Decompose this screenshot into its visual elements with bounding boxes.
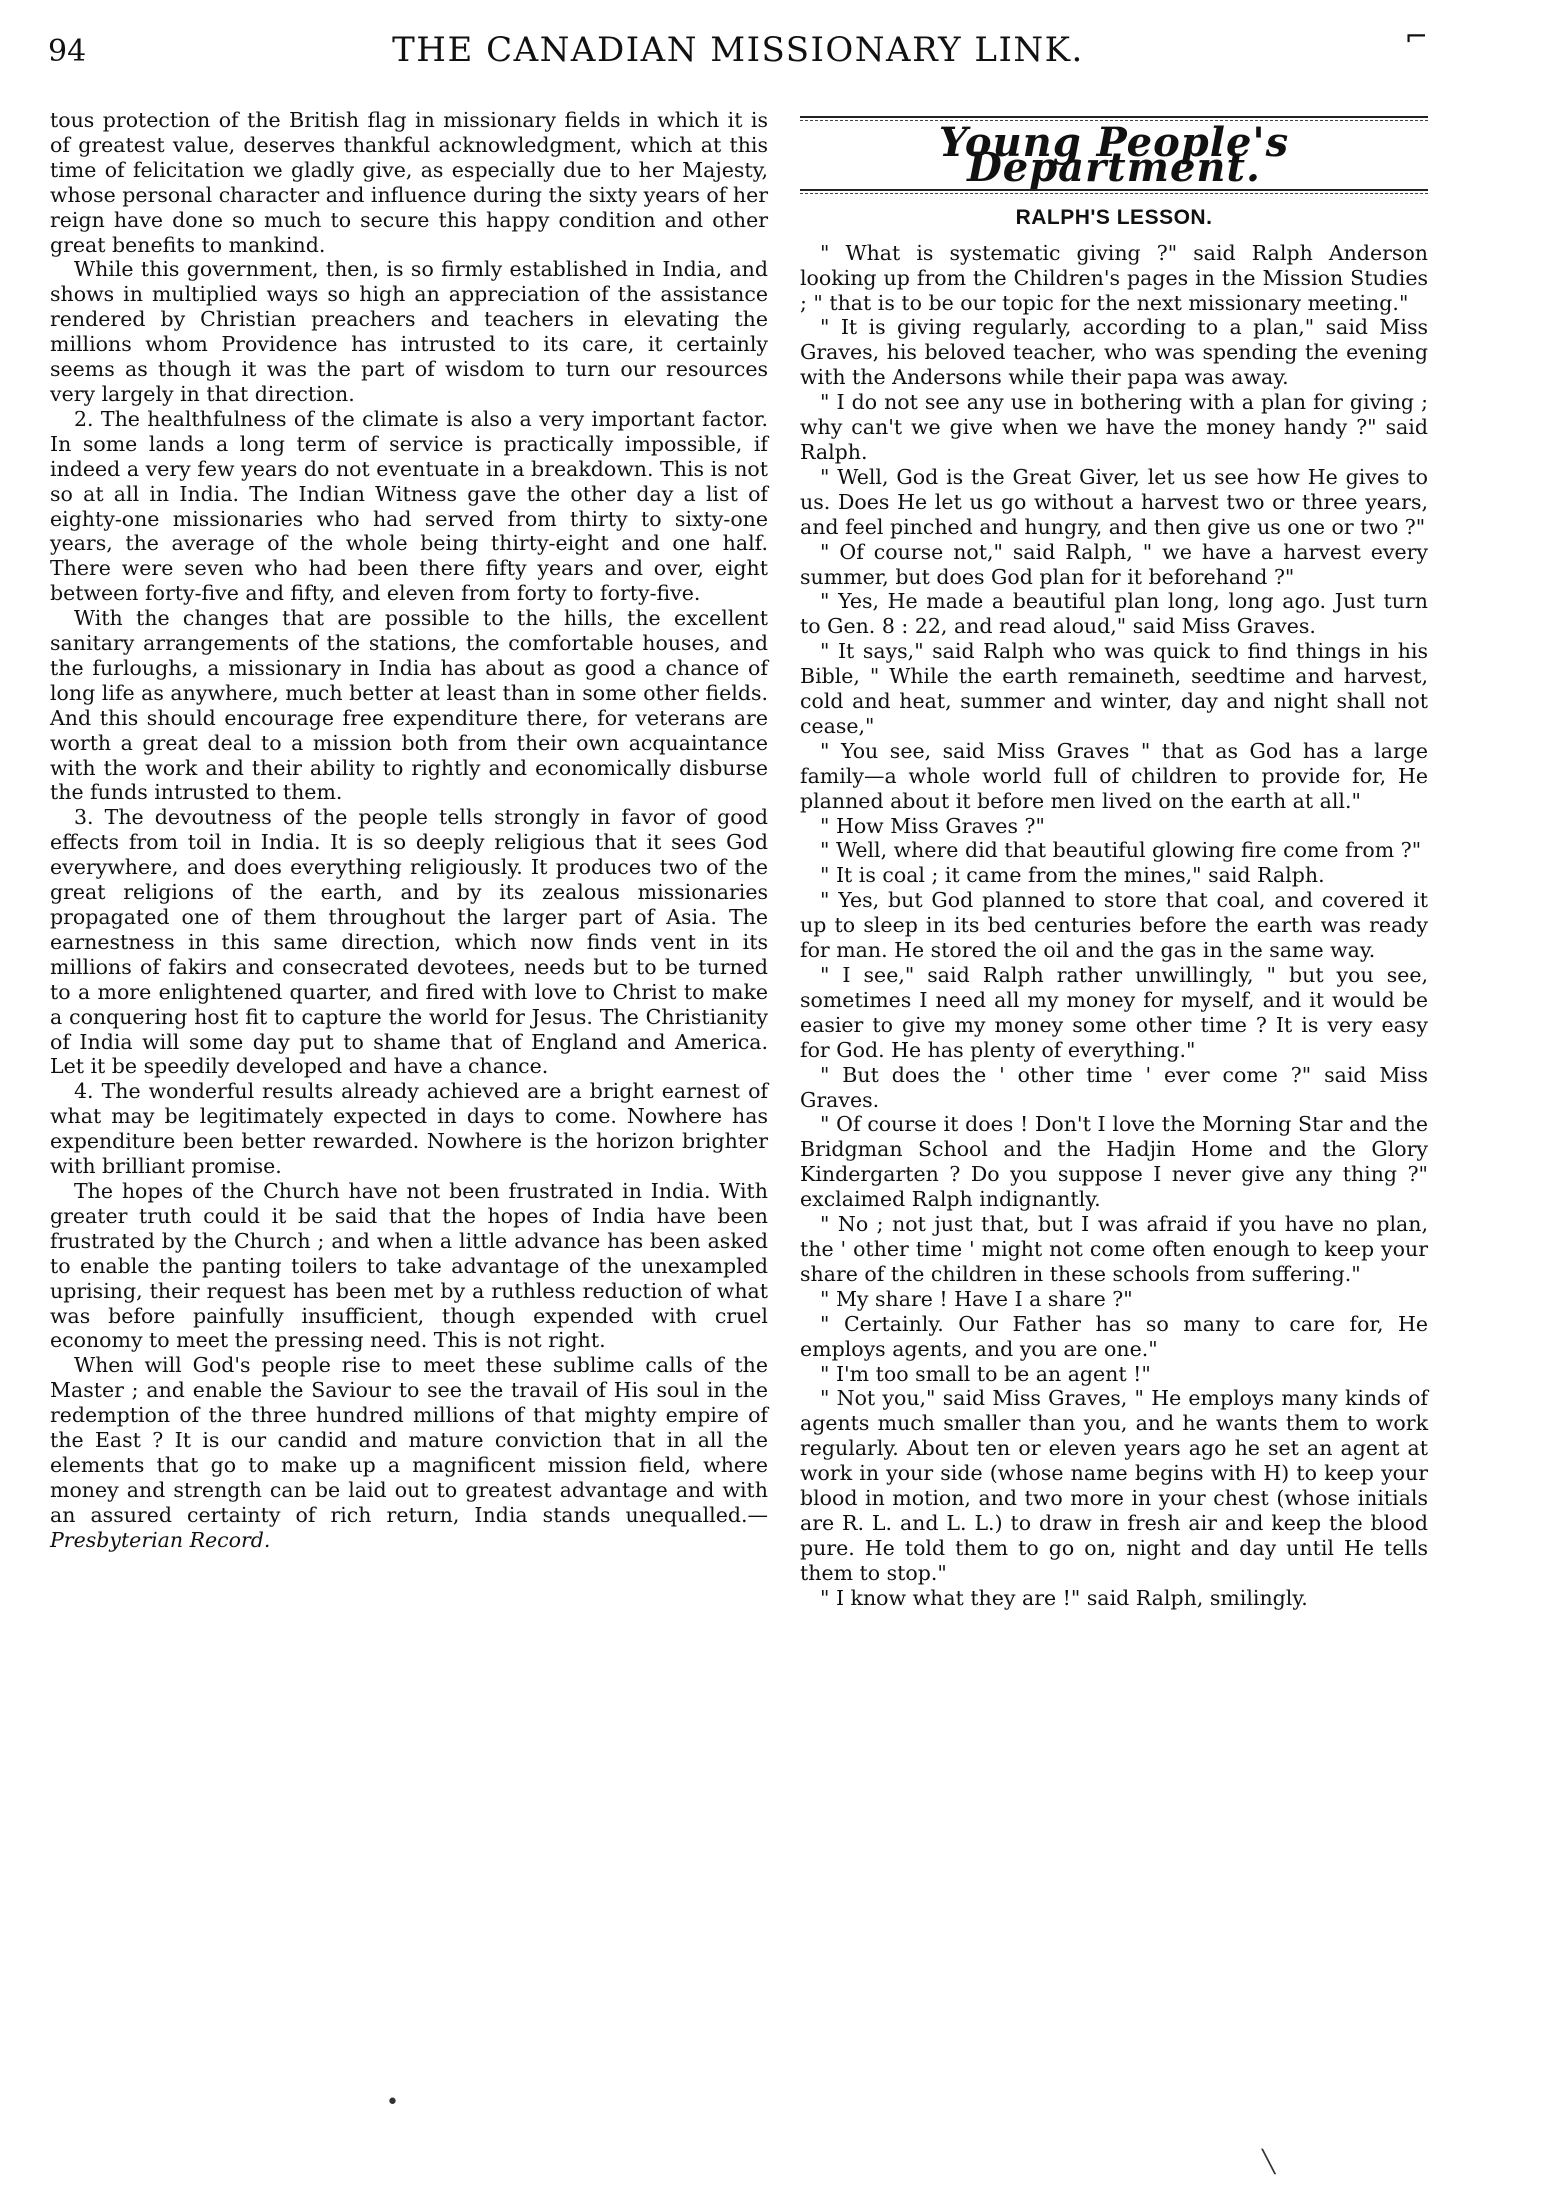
story-paragraph: " How Miss Graves ?" xyxy=(820,813,1045,838)
article-source: Presbyterian Record. xyxy=(50,1527,271,1552)
story-paragraph: " My share ! Have I a share ?" xyxy=(820,1286,1133,1311)
ink-stroke-mark: ╲ xyxy=(1262,2150,1276,2175)
story-title: RALPH'S LESSON. xyxy=(1015,205,1213,229)
story-paragraph: " It says," said Ralph who was quick to find things in his Bible, " While the earth remaineth, seedtime and harvest, cold and heat, summer and winter, day and night shall not cease," xyxy=(800,639,1428,738)
story-paragraph: " But does the ' other time ' ever come ?" said Miss Graves. xyxy=(800,1062,1428,1112)
story-paragraph: " No ; not just that, but I was afraid if you have no plan, the ' other time ' might not come often enough to keep your share of the children in these schools from suffering." xyxy=(800,1212,1428,1286)
page-header xyxy=(48,20,1428,90)
page-number: 94 xyxy=(48,34,87,69)
article-paragraph: tous protection of the British flag in missionary fields in which it is of greatest value, deserves thankful acknowledgment, which at this time of felicitation we gladly give, as especially due to her Majesty, whose personal character and influence during the sixty years of her reign have done so much to secure this happy condition and other great benefits to mankind. xyxy=(50,108,768,257)
story-paragraph: " It is coal ; it came from the mines," said Ralph. xyxy=(820,863,1325,888)
story-paragraph: " It is giving regularly, according to a plan," said Miss Graves, his beloved teacher, who was spending the evening with the Andersons while their papa was away. xyxy=(800,315,1428,390)
article-paragraph: 2. The healthfulness of the climate is also a very important factor. In some lands a long term of service is practically impossible, if indeed a very few years do not eventuate in a breakdown. This is not so at all in India. The Indian Witness gave the other day a list of eighty-one missionaries who had served from thirty to sixty-one years, the average of the whole being thirty-eight and one half. There were seven who had been there fifty years and over, eight between forty-five and fifty, and eleven from forty to forty-five. xyxy=(50,406,768,606)
story-paragraph: " Of course it does ! Don't I love the Morning Star and the Bridgman School and the Hadjin Home and the Glory Kindergarten ? Do you suppose I never give any thing ?" exclaimed Ralph indignantly. xyxy=(800,1112,1428,1212)
left-column xyxy=(50,108,768,1553)
article-paragraph-text: When will God's people rise to meet these sublime calls of the Master ; and enable the Saviour to see the travail of His soul in the redemption of the three hundred millions of that mighty empire of the East ? It is our candid and mature conviction that in all the elements that go to make up a magnificent mission field, where money and strength can be laid out to greatest advantage and with an assured certainty of rich return, India stands unequalled.— xyxy=(50,1353,768,1527)
story-paragraph: " Yes, He made a beautiful plan long, long ago. Just turn to Gen. 8 : 22, and read aloud," said Miss Graves. xyxy=(800,589,1428,639)
story-paragraph: " You see, said Miss Graves " that as God has a large family—a whole world full of children to provide for, He planned about it before men lived on the earth at all." xyxy=(800,738,1428,813)
article-paragraph: The hopes of the Church have not been frustrated in India. With greater truth could it be said that the hopes of India have been frustrated by the Church ; and when a little advance has been asked to enable the panting toilers to take advantage of the unexampled uprising, their request has been met by a ruthless reduction of what was before painfully insufficient, though expended with cruel economy to meet the pressing need. This is not right. xyxy=(50,1178,768,1353)
publication-title: THE CANADIAN MISSIONARY LINK. xyxy=(392,30,1084,70)
story-paragraph: " Yes, but God planned to store that coal, and covered it up to sleep in its bed centuries before the earth was ready for man. He stored the oil and the gas in the same way. xyxy=(800,888,1428,963)
article-paragraph: 3. The devoutness of the people tells strongly in favor of good effects from toil in India. It is so deeply religious that it sees God everywhere, and does everything religiously. It produces two of the great religions of the earth, and by its zealous missionaries propagated one of them throughout the larger part of Asia. The earnestness in this same direction, which now finds vent in its millions of fakirs and consecrated devotees, needs but to be turned to a more enlightened quarter, and fired with love to Christ to make a conquering host fit to capture the world for Jesus. The Christianity of India will some day put to shame that of England and America. Let it be speedily developed and have a chance. xyxy=(50,805,768,1079)
article-closing-paragraph xyxy=(50,1353,768,1552)
story-paragraph: " I know what they are !" said Ralph, smilingly. xyxy=(820,1585,1308,1610)
article-paragraph: With the changes that are possible to the hills, the excellent sanitary arrangements of the stations, the comfortable houses, and the furloughs, a missionary in India has about as good a chance of long life as anywhere, much better at least than in some other fields. And this should encourage free expenditure there, for veterans are worth a great deal to a mission both from their own acquaintance with the work and their ability to rightly and economically disburse the funds intrusted to them. xyxy=(50,606,768,805)
ink-speck-mark: • xyxy=(386,2090,399,2115)
story-paragraph: " Well, God is the Great Giver, let us see how He gives to us. Does He let us go without a harvest two or three years, and feel pinched and hungry, and then give us one or two ?" xyxy=(800,464,1428,539)
department-title: Young People's Department. xyxy=(938,119,1290,191)
story-paragraph: " Well, where did that beautiful glowing fire come from ?" xyxy=(820,838,1422,863)
story-paragraph: " What is systematic giving ?" said Ralph Anderson looking up from the Children's pages in the Mission Studies ; " that is to be our topic for the next missionary meeting." xyxy=(800,240,1428,315)
story-paragraph: " I see," said Ralph rather unwillingly, " but you see, sometimes I need all my money for myself, and it would be easier to give my money some other time ? It is very easy for God. He has plenty of everything." xyxy=(800,963,1428,1062)
story-paragraph: " Certainly. Our Father has so many to care for, He employs agents, and you are one." xyxy=(800,1311,1428,1361)
story-paragraph: " I'm too small to be an agent !" xyxy=(820,1361,1151,1386)
story-paragraph: " I do not see any use in bothering with a plan for giving ; why can't we give when we have the money handy ?" said Ralph. xyxy=(800,390,1428,464)
right-column xyxy=(800,108,1428,1611)
story-paragraph: " Of course not," said Ralph, " we have a harvest every summer, but does God plan for it beforehand ?" xyxy=(800,539,1428,589)
article-paragraph: 4. The wonderful results already achieved are a bright earnest of what may be legitimately expected in days to come. Nowhere has expenditure been better rewarded. Nowhere is the horizon brighter with brilliant promise. xyxy=(50,1079,768,1179)
corner-mark: ⌐ xyxy=(1404,20,1428,53)
story-paragraph: " Not you," said Miss Graves, " He employs many kinds of agents much smaller than you, and he wants them to work regularly. About ten or eleven years ago he set an agent at work in your side (whose name begins with H) to keep your blood in motion, and two more in your chest (whose initials are R. L. and L. L.) to draw in fresh air and keep the blood pure. He told them to go on, night and day until He tells them to stop." xyxy=(800,1386,1428,1585)
article-paragraph: While this government, then, is so firmly established in India, and shows in multiplied ways so high an appreciation of the assistance rendered by Christian preachers and teachers in elevating the millions whom Providence has intrusted to its care, it certainly seems as though it was the part of wisdom to turn our resources very largely in that direction. xyxy=(50,257,768,406)
